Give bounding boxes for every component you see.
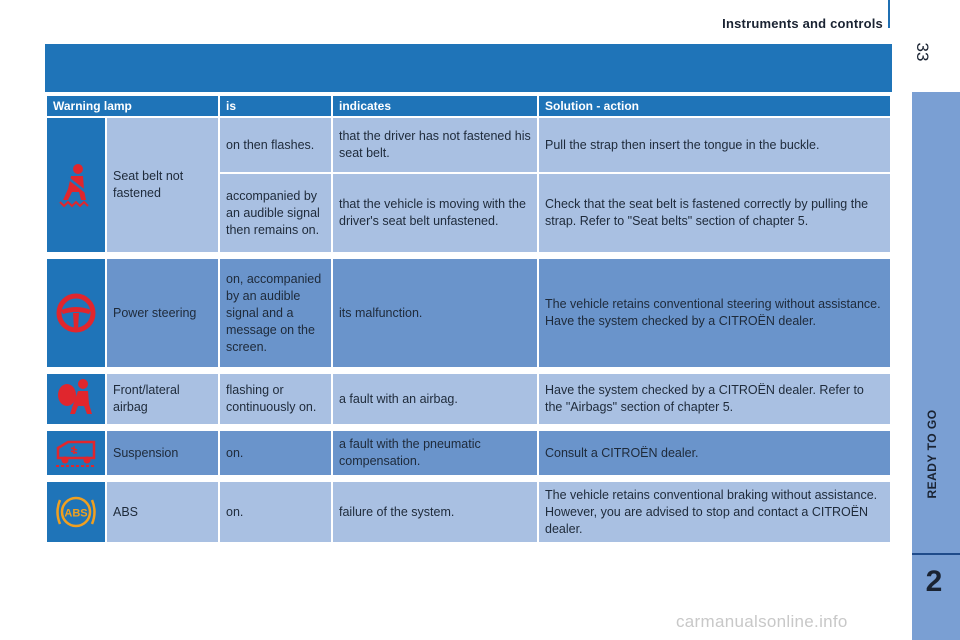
page-number: 33 [913, 42, 932, 62]
seatbelt-indicates-2: that the vehicle is moving with the driver's seat belt unfastened. [333, 174, 537, 252]
seatbelt-icon [56, 162, 96, 208]
table-row-airbag [47, 374, 890, 424]
suspension-warning-icon [47, 431, 105, 475]
abs-icon-text: ABS [64, 507, 88, 520]
power-steering-warning-icon [47, 259, 105, 367]
seatbelt-solution-2: Check that the seat belt is fastened correctly by pulling the strap. Refer to "Seat belts" section of chapter 5. [539, 174, 890, 252]
table-row-power-steering [47, 259, 890, 367]
airbag-solution: Have the system checked by a CITROËN dealer. Refer to the "Airbags" section of chapter 5. [539, 374, 890, 424]
abs-is: on. [220, 482, 331, 542]
row-separator [47, 369, 890, 372]
abs-indicates: failure of the system. [333, 482, 537, 542]
suspension-is: on. [220, 431, 331, 475]
table-header-row [47, 96, 890, 116]
airbag-is: flashing or continuously on. [220, 374, 331, 424]
airbag-name: Front/lateral airbag [107, 374, 218, 424]
table-row-suspension [47, 431, 890, 475]
abs-warning-icon [47, 482, 105, 542]
power-steering-solution: The vehicle retains conventional steering without assistance. Have the system checked by a CITROËN dealer. [539, 259, 890, 367]
suspension-van-icon [54, 438, 98, 468]
steering-wheel-icon [56, 293, 96, 333]
chapter-number: 2 [925, 565, 943, 598]
warning-lamp-table [45, 94, 892, 544]
suspension-name: Suspension [107, 431, 218, 475]
airbag-indicates: a fault with an airbag. [333, 374, 537, 424]
watermark: carmanualsonline.info [676, 612, 848, 631]
seatbelt-is-2: accompanied by an audible signal then remains on. [220, 174, 331, 252]
row-separator [47, 254, 890, 257]
section-title: Instruments and controls [722, 16, 883, 31]
row-separator [47, 477, 890, 480]
table-banner [45, 44, 892, 92]
suspension-indicates: a fault with the pneumatic compensation. [333, 431, 537, 475]
title-accent-line [888, 0, 890, 28]
seatbelt-solution-1: Pull the strap then insert the tongue in the buckle. [539, 118, 890, 172]
table-row-seatbelt-1 [47, 118, 890, 172]
col-header-is: is [220, 96, 331, 116]
airbag-icon [56, 378, 96, 420]
col-header-solution: Solution - action [539, 96, 890, 116]
abs-solution: The vehicle retains conventional braking without assistance. However, you are advised to stop and contact a CITROËN dealer. [539, 482, 890, 542]
power-steering-is: on, accompanied by an audible signal and a message on the screen. [220, 259, 331, 367]
seatbelt-name: Seat belt not fastened [107, 118, 218, 252]
seatbelt-is-1: on then flashes. [220, 118, 331, 172]
chapter-tab-divider [912, 553, 960, 555]
chapter-tab-text: READY TO GO [925, 409, 939, 499]
abs-name: ABS [107, 482, 218, 542]
power-steering-name: Power steering [107, 259, 218, 367]
table-row-abs [47, 482, 890, 542]
seatbelt-warning-icon [47, 118, 105, 252]
airbag-warning-icon [47, 374, 105, 424]
col-header-warning-lamp: Warning lamp [47, 96, 218, 116]
abs-icon [54, 492, 98, 532]
col-header-indicates: indicates [333, 96, 537, 116]
suspension-solution: Consult a CITROËN dealer. [539, 431, 890, 475]
chapter-side-tab [912, 92, 960, 640]
seatbelt-indicates-1: that the driver has not fastened his seat belt. [333, 118, 537, 172]
row-separator [47, 426, 890, 429]
power-steering-indicates: its malfunction. [333, 259, 537, 367]
